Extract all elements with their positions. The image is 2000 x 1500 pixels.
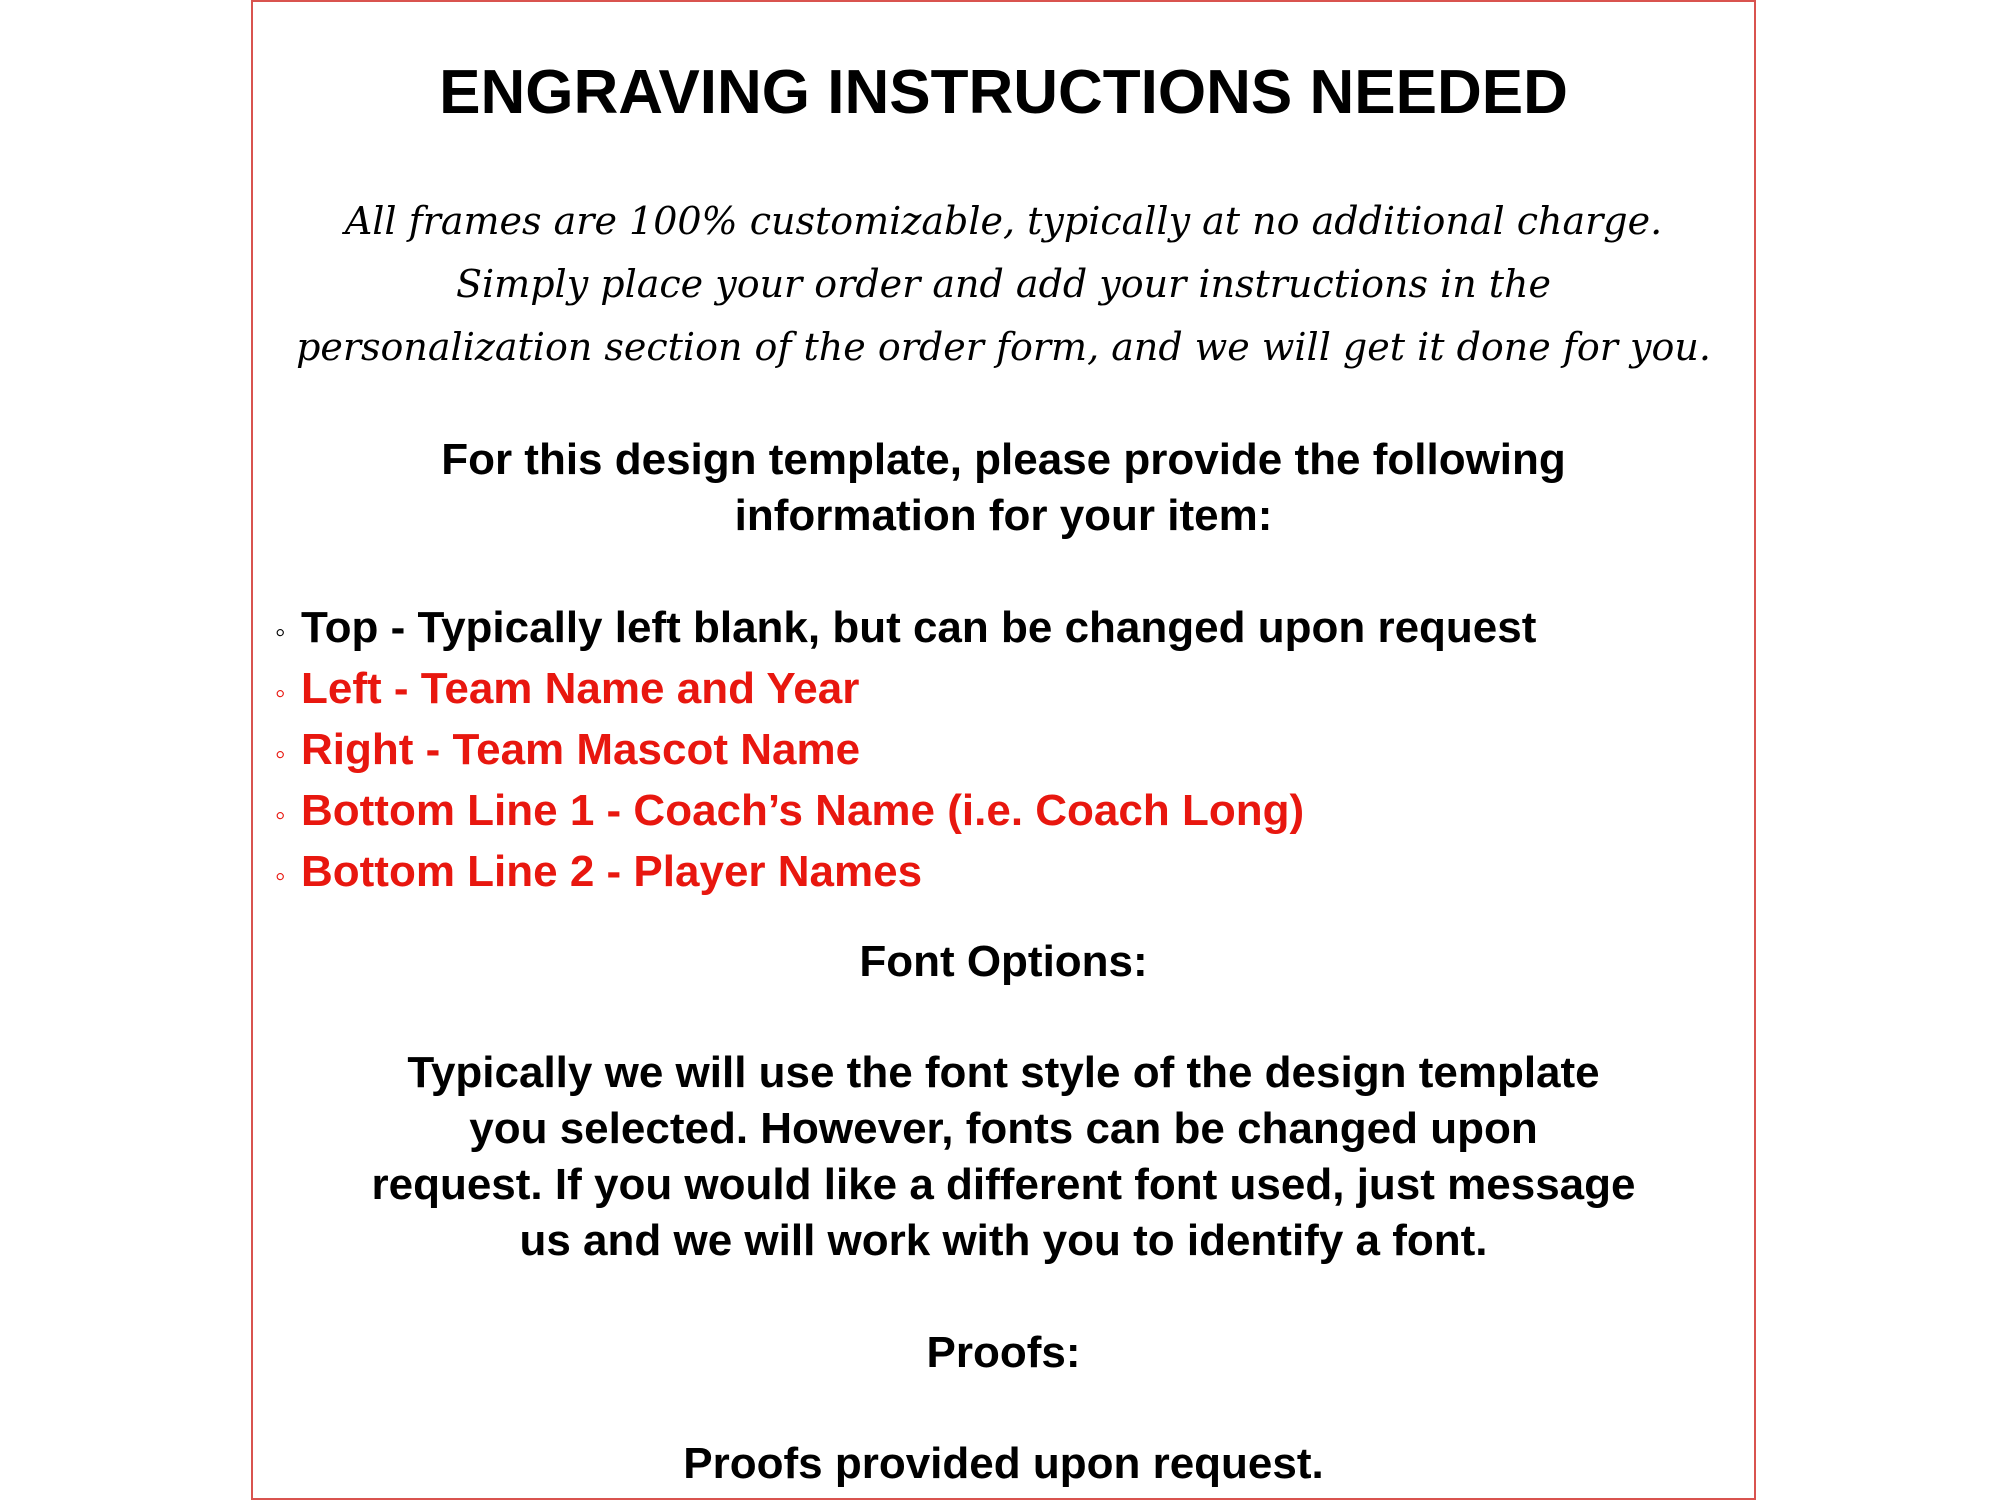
intro-line: Simply place your order and add your instructions in the [456, 262, 1551, 306]
list-item-left [275, 661, 1536, 722]
list-item-label: Bottom Line 1 - Coach’s Name (i.e. Coach Long) [301, 786, 1305, 835]
font-options-line: you selected. However, fonts can be changed upon [469, 1104, 1538, 1153]
intro-line: personalization section of the order form, and we will get it done for you. [296, 325, 1711, 369]
proofs-text: Proofs provided upon request. [683, 1439, 1324, 1488]
list-item-right [275, 722, 1536, 783]
bullet-circle-icon: ◦ [275, 738, 286, 771]
prompt-line: For this design template, please provide the following [441, 435, 1566, 484]
engraving-fields-list [275, 600, 1536, 905]
list-item-top [275, 600, 1536, 661]
list-item-label: Left - Team Name and Year [301, 664, 860, 713]
font-options-heading: Font Options: [859, 937, 1148, 986]
bullet-circle-icon: ◦ [275, 799, 286, 832]
font-options-line: us and we will work with you to identify a font. [519, 1216, 1488, 1265]
info-prompt [253, 432, 1754, 544]
list-item-bottom-line-1 [275, 783, 1536, 844]
instruction-card [251, 0, 1756, 1500]
intro-line: All frames are 100% customizable, typically at no additional charge. [344, 199, 1663, 243]
bullet-circle-icon: ◦ [275, 860, 286, 893]
proofs-heading: Proofs: [926, 1328, 1081, 1377]
list-item-label: Right - Team Mascot Name [301, 725, 861, 774]
font-options-paragraph [263, 1045, 1744, 1269]
font-options-line: Typically we will use the font style of the design template [407, 1048, 1600, 1097]
list-item-label: Bottom Line 2 - Player Names [301, 847, 923, 896]
bullet-circle-icon: ◦ [275, 616, 286, 649]
list-item-bottom-line-2 [275, 844, 1536, 905]
list-item-label: Top - Typically left blank, but can be changed upon request [301, 603, 1537, 652]
bullet-circle-icon: ◦ [275, 677, 286, 710]
page-title: ENGRAVING INSTRUCTIONS NEEDED [439, 58, 1568, 127]
intro-paragraph [273, 190, 1734, 379]
prompt-line: information for your item: [734, 491, 1273, 540]
font-options-line: request. If you would like a different font used, just message [371, 1160, 1636, 1209]
